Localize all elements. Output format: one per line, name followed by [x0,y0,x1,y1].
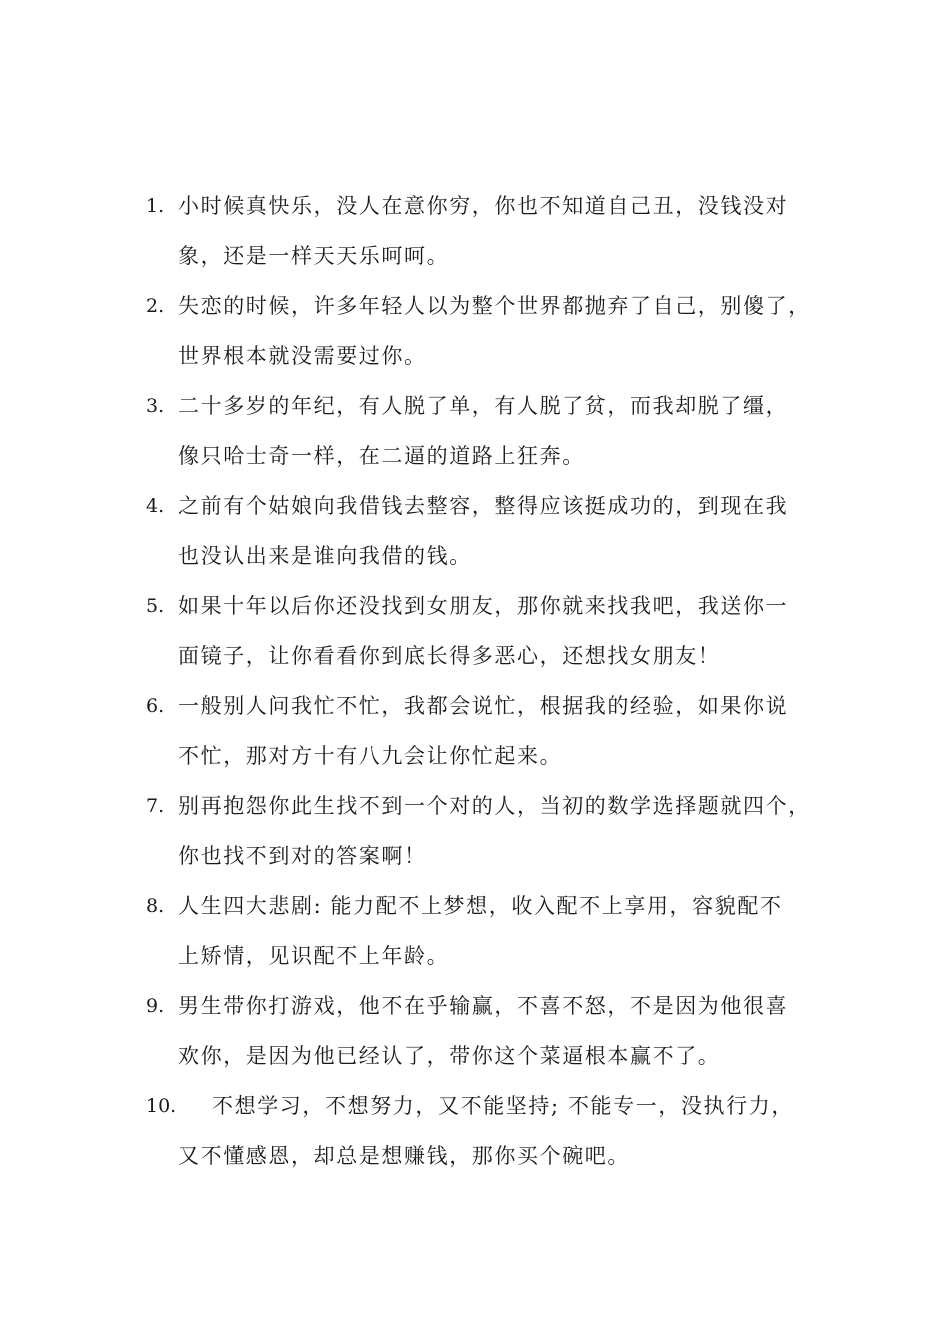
list-item-continuation: 你也找不到对的答案啊！ [178,844,427,868]
list-item-line [146,886,826,936]
list-item-text: 人生四大悲剧: 能力配不上梦想，收入配不上享用，容貌配不 [178,894,783,918]
list-item-line [146,486,826,536]
list-item-text: 之前有个姑娘向我借钱去整容，整得应该挺成功的，到现在我 [178,494,789,518]
list-item-continuation: 也没认出来是谁向我借的钱。 [178,544,472,568]
list-item-text: 不想学习，不想努力，又不能坚持; 不能专一，没执行力， [212,1094,794,1118]
list-item-continuation: 不忙，那对方十有八九会让你忙起来。 [178,744,563,768]
list-item [146,986,826,1086]
list-item-line [146,586,826,636]
list-item-number: 5. [146,595,165,617]
list-item-line [146,686,826,736]
list-item-continuation: 世界根本就没需要过你。 [178,344,427,368]
list-item-line [146,1086,826,1136]
list-item-line [146,386,826,436]
list-item-number: 6. [146,695,165,717]
list-item [146,386,826,486]
list-item-number: 1. [146,195,165,217]
list-item-text: 别再抱怨你此生找不到一个对的人，当初的数学选择题就四个， [178,794,811,818]
list-item-number: 3. [146,395,165,417]
list-item [146,586,826,686]
list-item [146,1086,826,1186]
list-item [146,286,826,386]
list-item-text: 小时候真快乐，没人在意你穷，你也不知道自己丑，没钱没对 [178,194,789,218]
numbered-list [146,186,826,1186]
list-item-line [146,986,826,1036]
list-item [146,186,826,286]
list-item-number: 7. [146,795,165,817]
list-item-continuation: 象，还是一样天天乐呵呵。 [178,244,450,268]
list-item-line [146,286,826,336]
list-item-continuation: 又不懂感恩，却总是想赚钱，那你买个碗吧。 [178,1144,630,1168]
list-item [146,486,826,586]
list-item [146,786,826,886]
list-item-continuation: 面镜子，让你看看你到底长得多恶心，还想找女朋友！ [178,644,721,668]
list-item-continuation: 欢你，是因为他已经认了，带你这个菜逼根本赢不了。 [178,1044,721,1068]
list-item-text: 男生带你打游戏，他不在乎输赢，不喜不怒，不是因为他很喜 [178,994,789,1018]
list-item-continuation: 上矫情，见识配不上年龄。 [178,944,450,968]
list-item-text: 一般别人问我忙不忙，我都会说忙，根据我的经验，如果你说 [178,694,789,718]
list-item [146,686,826,786]
list-item-text: 失恋的时候，许多年轻人以为整个世界都抛弃了自己，别傻了， [178,294,811,318]
list-item-number: 10. [146,1095,177,1117]
list-item-number: 8. [146,895,165,917]
list-item-line [146,186,826,236]
list-item-line [146,786,826,836]
list-item [146,886,826,986]
list-item-text: 二十多岁的年纪，有人脱了单，有人脱了贫，而我却脱了缰， [178,394,789,418]
list-item-number: 2. [146,295,165,317]
list-item-continuation: 像只哈士奇一样，在二逼的道路上狂奔。 [178,444,585,468]
list-item-number: 9. [146,995,165,1017]
list-item-number: 4. [146,495,165,517]
list-item-text: 如果十年以后你还没找到女朋友，那你就来找我吧，我送你一 [178,594,789,618]
